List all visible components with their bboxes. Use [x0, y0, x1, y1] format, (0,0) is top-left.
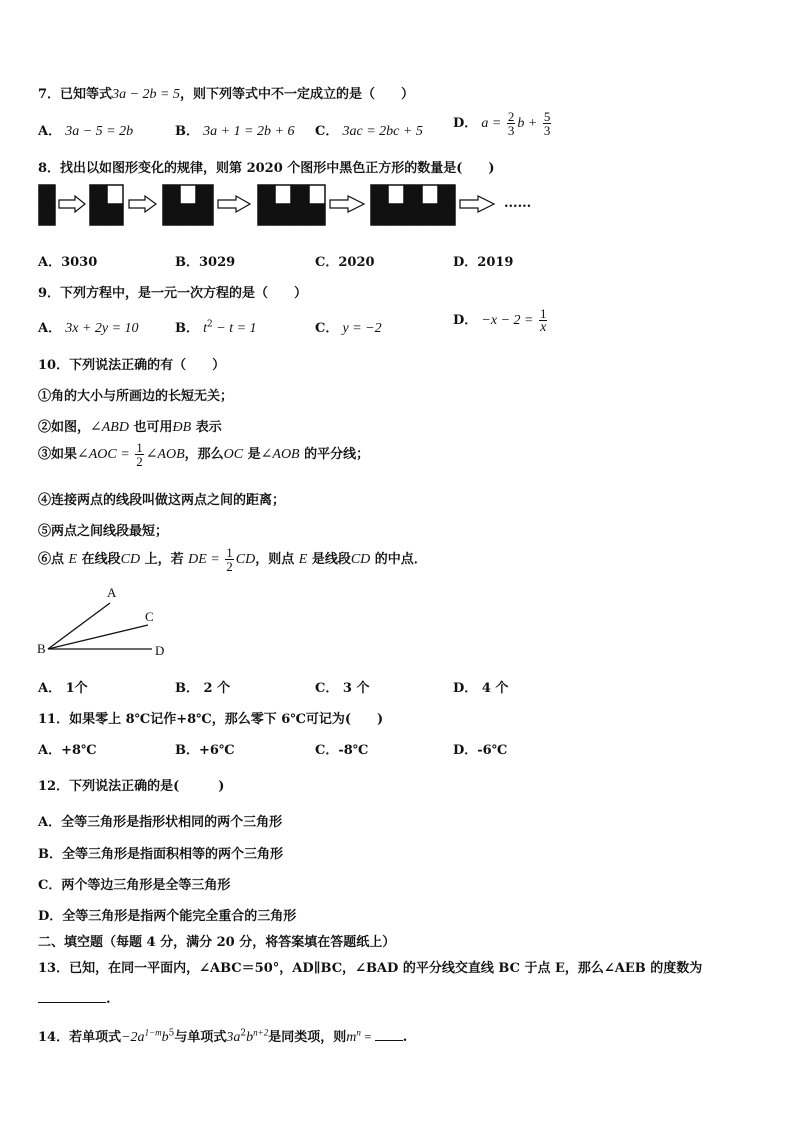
q13-number: 13． [38, 961, 70, 976]
q9-option-b[interactable] [175, 317, 257, 337]
q13-answer-line[interactable] [38, 988, 111, 1007]
option-label: D． [453, 313, 478, 328]
q9-option-d[interactable] [453, 307, 549, 334]
q12-stem [38, 775, 224, 794]
option-label: B． [175, 255, 199, 270]
option-label: B． [175, 743, 199, 758]
option-label: D． [453, 743, 478, 758]
q10-angle-figure [34, 583, 174, 663]
option-label: B． [175, 321, 199, 336]
fraction: $\frac{5}{3}$ [543, 109, 551, 138]
q8-option-b[interactable] [175, 251, 235, 270]
label-a: A [107, 585, 117, 600]
option-text: 2020 [338, 255, 375, 270]
option-text: 3a + 1 = 2b + 6 [203, 124, 295, 139]
option-text: 3030 [61, 255, 98, 270]
q9-text: 下列方程中，是一元一次方程的是（ ） [60, 286, 308, 301]
option-text: 3a − 5 = 2b [65, 124, 134, 139]
q10-statement-4: ④连接两点的线段叫做这两点之间的距离； [38, 493, 286, 508]
q8-option-d[interactable] [453, 251, 513, 270]
label-d: D [155, 643, 165, 658]
q7-text-before: 已知等式 [60, 87, 113, 102]
q8-option-a[interactable] [38, 251, 97, 270]
q12-number: 12． [38, 779, 70, 794]
option-text: 2019 [477, 255, 514, 270]
q10-option-a[interactable] [38, 677, 88, 696]
option-text: t [203, 321, 208, 336]
option-label: D． [38, 909, 63, 924]
option-label: A． [38, 681, 62, 696]
option-text: 两个等边三角形是全等三角形 [61, 878, 231, 893]
option-text: 1个 [65, 681, 88, 696]
option-label: D． [453, 255, 478, 270]
option-text: 3029 [199, 255, 236, 270]
option-label: D． [453, 116, 478, 131]
q11-option-a[interactable] [38, 739, 97, 758]
option-label: C． [315, 681, 339, 696]
q10-statement-3: ③如果∠AOC = $\frac{1}{2}$ ∠AOB，那么OC 是∠AOB 的平分线； [38, 440, 370, 469]
q11-text: 如果零上 8℃记作+8℃，那么零下 6℃可记为( ) [69, 712, 384, 727]
q14-stem: 14．若单项式$-2a^{1-m}b^5$与单项式$3a^2b^{n+2}$是同类项，则$m^n$ = . [38, 1027, 408, 1045]
option-text: 全等三角形是指形状相同的两个三角形 [61, 815, 283, 830]
q8-number: 8． [38, 161, 61, 176]
q12-option-a[interactable] [38, 811, 282, 830]
q12-text: 下列说法正确的是( ) [69, 779, 225, 794]
option-label: B． [175, 124, 199, 139]
label-c: C [145, 609, 154, 624]
option-text: 3x + 2y = 10 [65, 321, 139, 336]
option-text: 2 个 [203, 681, 231, 696]
option-text: -6℃ [477, 743, 508, 758]
option-label: C． [315, 743, 339, 758]
q10-number: 10． [38, 358, 70, 373]
q8-ellipsis: ...... [504, 196, 532, 211]
q7-option-b[interactable] [175, 120, 294, 140]
option-label: A． [38, 743, 62, 758]
option-text: 3 个 [342, 681, 370, 696]
q10-statement-5: ⑤两点之间线段最短； [38, 524, 169, 539]
q10-statement-2: ②如图，∠ABD 也可用ÐB 表示 [38, 420, 222, 435]
q8-stem [38, 157, 495, 176]
q14-number: 14． [38, 1030, 70, 1045]
q10-statement-1: ①角的大小与所画边的长短无关； [38, 389, 234, 404]
q7-option-c[interactable] [315, 120, 423, 140]
superscript: 2 [207, 319, 213, 330]
q9-option-a[interactable] [38, 317, 139, 337]
q7-equation: 3a − 2b = 5 [112, 87, 180, 102]
option-label: C． [315, 255, 339, 270]
q11-number: 11． [38, 712, 70, 727]
q13-tail: . [106, 992, 111, 1007]
option-text: 3ac = 2bc + 5 [342, 124, 423, 139]
option-label: A． [38, 124, 62, 139]
option-label: C． [38, 878, 62, 893]
q12-option-b[interactable] [38, 843, 283, 862]
option-text: +6℃ [199, 743, 235, 758]
fraction: $\frac{2}{3}$ [507, 109, 515, 138]
q8-pattern-figure [38, 183, 538, 229]
option-text: 4 个 [481, 681, 509, 696]
option-text: a = [481, 116, 505, 131]
q11-option-d[interactable] [453, 739, 507, 758]
q14-answer-blank[interactable] [375, 1028, 403, 1041]
option-text: 全等三角形是指两个能完全重合的三角形 [62, 909, 297, 924]
option-text: +8℃ [61, 743, 97, 758]
q7-number: 7． [38, 87, 61, 102]
q7-text-after: ，则下列等式中不一定成立的是（ ） [179, 87, 414, 102]
q9-number: 9． [38, 286, 61, 301]
q7-option-a[interactable] [38, 120, 133, 140]
q9-option-c[interactable] [315, 317, 382, 337]
q10-text: 下列说法正确的有（ ） [69, 358, 226, 373]
fraction: $\frac{1}{x}$ [539, 306, 547, 335]
q7-option-d[interactable] [453, 110, 553, 137]
label-b: B [37, 641, 46, 656]
q11-stem [38, 708, 383, 727]
q10-option-c[interactable] [315, 677, 369, 696]
option-label: A． [38, 255, 62, 270]
option-text: −x − 2 = [481, 313, 537, 328]
option-label: C． [315, 321, 339, 336]
option-label: A． [38, 815, 62, 830]
option-label: A． [38, 321, 62, 336]
q9-stem [38, 282, 307, 301]
q8-text: 找出以如图形变化的规律，则第 2020 个图形中黑色正方形的数量是( ) [60, 161, 495, 176]
q13-text: 已知，在同一平面内，∠ABC＝50°，AD∥BC，∠BAD 的平分线交直线 BC 于点 E，那么∠AEB 的度数为 [69, 961, 703, 976]
option-label: B． [38, 847, 62, 862]
option-label: D． [453, 681, 478, 696]
option-text-mid: b + [517, 116, 541, 131]
q10-option-d[interactable] [453, 677, 508, 696]
option-text: y = −2 [342, 321, 382, 336]
option-text: 全等三角形是指面积相等的两个三角形 [62, 847, 284, 862]
q10-option-b[interactable] [175, 677, 230, 696]
q10-stem [38, 354, 225, 373]
q11-option-b[interactable] [175, 739, 235, 758]
q11-option-c[interactable] [315, 739, 368, 758]
ray-bc [48, 625, 148, 649]
q13-stem [38, 957, 702, 976]
option-text-rest: − t = 1 [212, 321, 257, 336]
option-label: C． [315, 124, 339, 139]
q10-statement-6: ⑥点 E 在线段CD 上，若 DE = $\frac{1}{2}$ CD，则点 E 是线段CD 的中点． [38, 545, 427, 574]
section-2-title: 二、填空题（每题 4 分，满分 20 分，将答案填在答题纸上） [38, 935, 396, 950]
option-text: -8℃ [338, 743, 369, 758]
q12-option-d[interactable] [38, 905, 296, 924]
q12-option-c[interactable] [38, 874, 230, 893]
q7-stem [38, 83, 414, 103]
option-label: B． [175, 681, 199, 696]
q8-option-c[interactable] [315, 251, 375, 270]
